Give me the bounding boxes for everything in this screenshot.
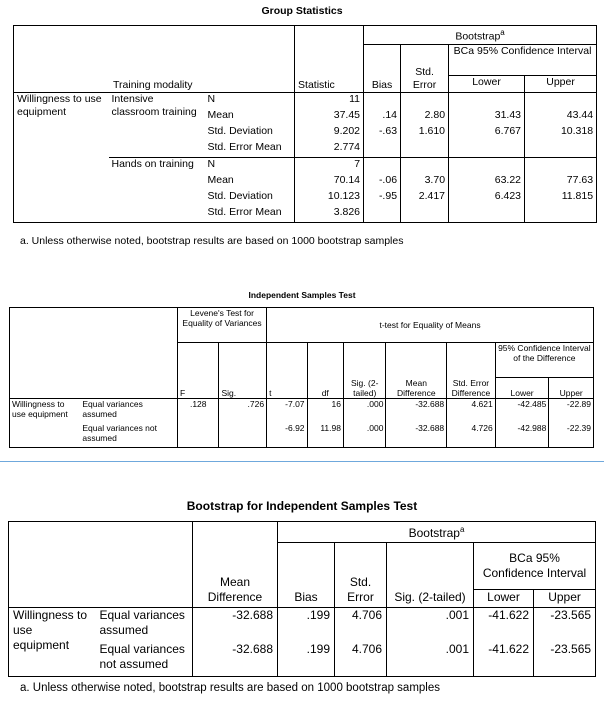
sig-value	[219, 423, 267, 448]
group-name: Hands on training	[109, 157, 205, 222]
stub-header	[9, 522, 193, 608]
col-t: t	[267, 343, 307, 399]
col-std-error-difference: Std. Error Difference	[447, 343, 496, 399]
df-value: 11.98	[307, 423, 343, 448]
stat-label: N	[205, 157, 295, 174]
stat-label: Mean	[207, 108, 234, 121]
lower-value	[449, 141, 525, 158]
mean-diff-value: -32.688	[386, 423, 447, 448]
bca-ci-header: BCa 95% Confidence Interval	[474, 543, 596, 590]
lower-value	[449, 206, 525, 223]
lower-value: 6.423	[449, 190, 525, 206]
col-upper: Upper	[525, 75, 597, 92]
bias-value: .14	[364, 109, 401, 125]
stat-value: 3.826	[295, 206, 364, 223]
bias-value	[364, 157, 401, 174]
bias-value	[364, 92, 401, 109]
ttest-header: t-test for Equality of Means	[267, 308, 594, 343]
se-diff-value: 4.621	[447, 399, 496, 424]
sig-value: .726	[219, 399, 267, 424]
se-value: 2.80	[401, 109, 449, 125]
se-value	[401, 206, 449, 223]
se-value: 4.706	[335, 642, 387, 677]
t-value: -6.92	[267, 423, 307, 448]
lower-value: -41.622	[474, 642, 534, 677]
bias-value: -.95	[364, 190, 401, 206]
upper-value	[525, 157, 597, 174]
upper-value: -22.89	[549, 399, 594, 424]
lower-value: 6.767	[449, 125, 525, 141]
independent-samples-title: Independent Samples Test	[248, 290, 356, 300]
levene-header: Levene's Test for Equality of Variances	[178, 308, 267, 343]
lower-value: 31.43	[449, 109, 525, 125]
se-value: 3.70	[401, 174, 449, 190]
bootstrap-header: Bootstrap$^a$	[364, 26, 597, 45]
f-value	[178, 423, 219, 448]
mean-diff-value: -32.688	[386, 399, 447, 424]
row-label-equal-assumed: Equal variances assumed	[96, 608, 193, 643]
col-upper: Upper	[534, 590, 596, 608]
col-mean-difference: Mean Difference	[193, 522, 278, 608]
f-value: .128	[178, 399, 219, 424]
stat-label: Std. Error Mean	[207, 140, 282, 153]
upper-value: 11.815	[525, 190, 597, 206]
stat-label: Std. Error Mean	[205, 206, 295, 223]
stat-value: 7	[295, 157, 364, 174]
se-value	[401, 92, 449, 109]
row-label-equal-not-assumed: Equal variances not assumed	[80, 423, 177, 448]
col-lower: Lower	[495, 378, 549, 399]
col-lower: Lower	[449, 75, 525, 92]
mean-diff-value: -32.688	[193, 608, 278, 643]
upper-value: 10.318	[525, 125, 597, 141]
bias-value: .199	[278, 608, 335, 643]
group-statistics-title: Group Statistics	[261, 5, 343, 17]
bias-value: .199	[278, 642, 335, 677]
se-value	[401, 157, 449, 174]
lower-value: 63.22	[449, 174, 525, 190]
col-df: df	[307, 343, 343, 399]
lower-value	[449, 92, 525, 109]
stat-label: Mean	[207, 173, 234, 186]
stat-value: 70.14	[295, 174, 364, 190]
mean-diff-value: -32.688	[193, 642, 278, 677]
col-bias: Bias	[278, 543, 335, 608]
stat-label: Std. Deviation	[207, 189, 273, 202]
stat-label: Std. Deviation	[207, 124, 273, 137]
stat-value: 10.123	[295, 190, 364, 206]
bca-ci-header: BCa 95% Confidence Interval	[449, 44, 597, 75]
lower-value	[449, 157, 525, 174]
upper-value	[525, 206, 597, 223]
col-f: F	[178, 343, 219, 399]
se-value: 4.706	[335, 608, 387, 643]
row-label-willingness: Willingness to use equipment	[14, 92, 109, 222]
lower-value: -42.988	[495, 423, 549, 448]
upper-value	[525, 141, 597, 158]
stat-label: N	[205, 92, 295, 109]
independent-samples-table	[9, 307, 594, 448]
bias-value: -.63	[364, 125, 401, 141]
sig2-value: .000	[343, 399, 386, 424]
col-lower: Lower	[474, 590, 534, 608]
upper-value: 43.44	[525, 109, 597, 125]
group-name: Intensive classroom training	[109, 92, 205, 157]
se-value	[401, 141, 449, 158]
col-std-error: Std. Error	[401, 44, 449, 92]
sig2-value: .000	[343, 423, 386, 448]
row-label-willingness: Willingness to use equipment	[10, 399, 81, 448]
stat-value: 37.45	[295, 109, 364, 125]
col-bias: Bias	[364, 44, 401, 92]
stat-value: 11	[295, 92, 364, 109]
upper-value: -22.39	[549, 423, 594, 448]
group-statistics-footnote: a. Unless otherwise noted, bootstrap results are based on 1000 bootstrap samples	[20, 235, 404, 247]
bootstrap-test-footnote: a. Unless otherwise noted, bootstrap results are based on 1000 bootstrap samples	[20, 682, 440, 694]
row-label-willingness: Willingness to use equipment	[9, 608, 96, 677]
lower-value: -41.622	[474, 608, 534, 643]
t-value: -7.07	[267, 399, 307, 424]
col-std-error: Std. Error	[335, 543, 387, 608]
upper-value: -23.565	[534, 642, 596, 677]
lower-value: -42.485	[495, 399, 549, 424]
row-label-equal-assumed: Equal variances assumed	[80, 399, 177, 424]
col-statistic: Statistic	[295, 26, 364, 93]
section-divider	[0, 461, 604, 462]
stub-header	[10, 308, 178, 399]
stat-value: 9.202	[295, 125, 364, 141]
col-mean-difference: Mean Difference	[386, 343, 447, 399]
sig2-value: .001	[387, 642, 474, 677]
col-training-modality: Training modality	[113, 78, 193, 91]
upper-value: 77.63	[525, 174, 597, 190]
se-value: 2.417	[401, 190, 449, 206]
se-diff-value: 4.726	[447, 423, 496, 448]
bootstrap-header: Bootstrap$^a$	[278, 522, 596, 543]
col-sig-2-tailed: Sig. (2-tailed)	[343, 343, 386, 399]
df-value: 16	[307, 399, 343, 424]
se-value: 1.610	[401, 125, 449, 141]
bootstrap-test-title: Bootstrap for Independent Samples Test	[186, 499, 418, 513]
ci-header: 95% Confidence Interval of the Difference	[495, 343, 593, 378]
col-sig: Sig.	[219, 343, 267, 399]
bias-value	[364, 206, 401, 223]
bootstrap-test-table	[8, 521, 596, 677]
col-upper: Upper	[549, 378, 594, 399]
bias-value	[364, 141, 401, 158]
bias-value: -.06	[364, 174, 401, 190]
sig2-value: .001	[387, 608, 474, 643]
row-label-equal-not-assumed: Equal variances not assumed	[96, 642, 193, 677]
upper-value: -23.565	[534, 608, 596, 643]
col-sig-2-tailed: Sig. (2-tailed)	[387, 543, 474, 608]
group-statistics-table	[13, 25, 597, 223]
stat-value: 2.774	[295, 141, 364, 158]
upper-value	[525, 92, 597, 109]
